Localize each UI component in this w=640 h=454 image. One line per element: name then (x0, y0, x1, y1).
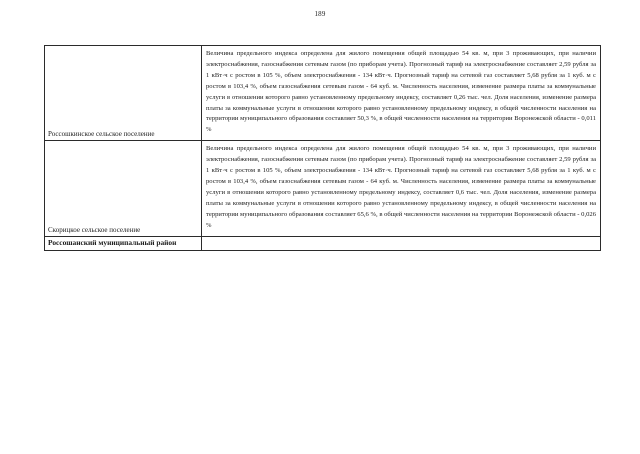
settlement-name: Россошкинское сельское поселение (45, 46, 202, 141)
table-row (45, 141, 601, 236)
district-description (202, 236, 601, 250)
page-number: 189 (314, 10, 326, 18)
settlement-name: Скорицкое сельское поселение (45, 141, 202, 236)
settlement-description: Величина предельного индекса определена для жилого помещения общей площадью 54 кв. м, при 3 проживающих, при наличии электроснабжения, газоснабжения сетевым газом (по приборам учета). Прогнозный тариф на электроснабжение составляет 2,59 рубля за 1 кВт·ч с ростом в 105 %, объем электроснабжения - 134 кВт·ч. Прогнозный тариф на сетевой газ составляет 5,68 рубля за 1 куб. м с ростом в 103,4 %, объем газоснабжения сетевым газом - 64 куб. м. Численность населения, изменение размера платы за коммунальные услуги в отношении которого равно установленному предельному индексу, составляет 0,6 тыс. чел. Доля населения, изменение размера платы за коммунальные услуги в отношении которого равно установленному предельному индексу, в общей численности населения на территории муниципального образования составляет 65,6 %, в общей численности населения на территории Воронежской области - 0,026 % (202, 141, 601, 236)
district-row (45, 236, 601, 250)
table-row (45, 46, 601, 141)
district-name: Россошанский муниципальный район (45, 236, 202, 250)
settlement-description: Величина предельного индекса определена для жилого помещения общей площадью 54 кв. м, при 3 проживающих, при наличии электроснабжения, газоснабжения сетевым газом (по приборам учета). Прогнозный тариф на электроснабжение составляет 2,59 рубля за 1 кВт·ч с ростом в 105 %, объем электроснабжения - 134 кВт·ч. Прогнозный тариф на сетевой газ составляет 5,68 рубля за 1 куб. м с ростом в 103,4 %, объем газоснабжения сетевым газом - 64 куб. м. Численность населения, изменение размера платы за коммунальные услуги в отношении которого равно установленному предельному индексу, составляет 0,26 тыс. чел. Доля населения, изменение размера платы за коммунальные услуги в отношении которого равно установленному предельному индексу, в общей численности населения на территории муниципального образования составляет 50,3 %, в общей численности населения на территории Воронежской области - 0,011 % (202, 46, 601, 141)
index-table (44, 45, 601, 251)
